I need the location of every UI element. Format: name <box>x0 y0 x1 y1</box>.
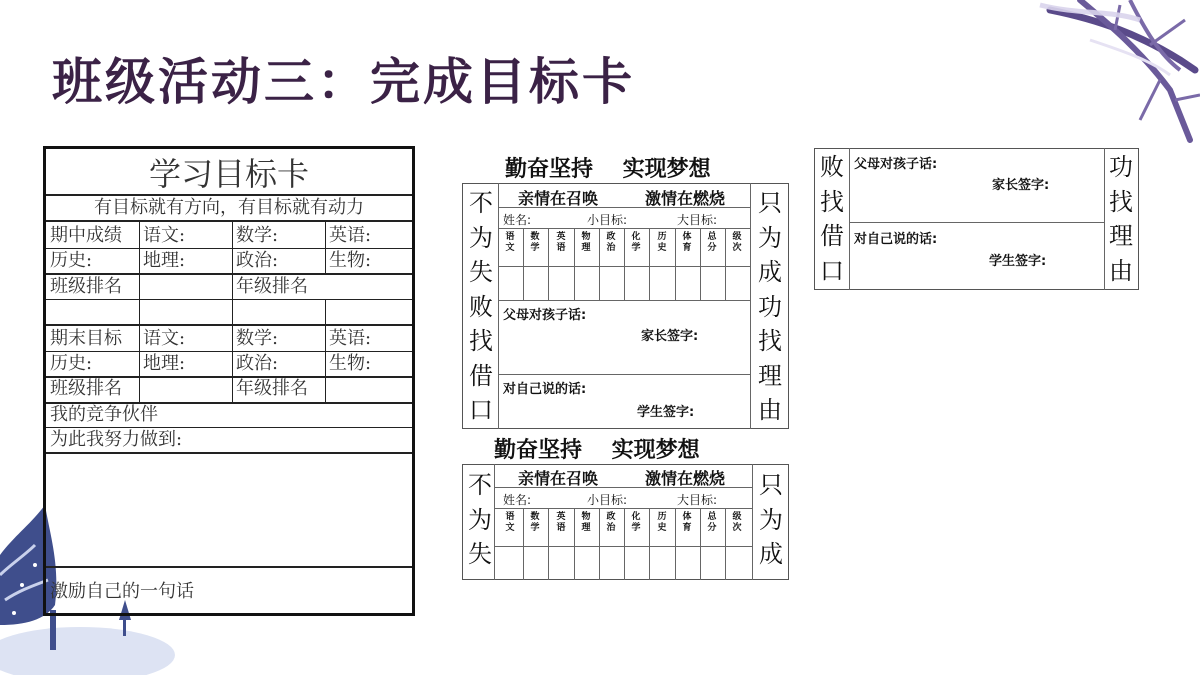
subject-rank: 级 次 <box>732 232 742 253</box>
final-math: 数学: <box>236 328 279 349</box>
final-biology: 生物: <box>329 353 372 374</box>
subject-chemistry: 化 学 <box>631 232 641 253</box>
motivation-label: 激励自己的一句话 <box>50 581 194 602</box>
midterm-history: 历史: <box>50 250 93 271</box>
subject-total-2: 总 分 <box>707 512 717 533</box>
passion-burning: 激情在燃烧 <box>645 189 726 208</box>
student-signature-3: 学生签字: <box>989 254 1047 269</box>
effort-label: 为此我努力做到: <box>50 429 183 450</box>
final-politics: 政治: <box>236 353 279 374</box>
family-calling: 亲情在召唤 <box>518 189 599 208</box>
parent-words-label-3: 父母对孩子话: <box>854 157 938 172</box>
subject-chinese: 语 文 <box>505 232 515 253</box>
subject-physics: 物 理 <box>581 232 591 253</box>
parent-signature: 家长签字: <box>641 329 699 344</box>
name-field: 姓名: <box>503 213 532 227</box>
subject-chinese-2: 语 文 <box>505 512 515 533</box>
card-title: 学习目标卡 <box>148 155 309 193</box>
midterm-label: 期中成绩 <box>50 225 122 246</box>
name-field-2: 姓名: <box>503 493 532 507</box>
subject-total: 总 分 <box>707 232 717 253</box>
rival-label: 我的竞争伙伴 <box>50 404 158 425</box>
big-goal-field-2: 大目标: <box>677 493 718 507</box>
left-vertical-slogan-2: 不 为 失 <box>468 471 492 568</box>
subject-politics-2: 政 治 <box>606 512 616 533</box>
small-goal-field: 小目标: <box>587 213 628 227</box>
subject-chemistry-2: 化 学 <box>631 512 641 533</box>
midterm-chinese: 语文: <box>143 225 186 246</box>
midterm-grade-rank: 年级排名 <box>236 276 308 297</box>
self-words-label: 对自己说的话: <box>503 382 587 397</box>
small-goal-field-2: 小目标: <box>587 493 628 507</box>
passion-burning-2: 激情在燃烧 <box>645 469 726 488</box>
subject-math-2: 数 学 <box>530 512 540 533</box>
subject-rank-2: 级 次 <box>732 512 742 533</box>
subject-pe: 体 育 <box>682 232 692 253</box>
midterm-english: 英语: <box>329 225 372 246</box>
tree-branch-decoration <box>1020 0 1200 160</box>
final-history: 历史: <box>50 353 93 374</box>
right-vertical-slogan: 只 为 成 功 找 理 由 <box>758 189 782 424</box>
right-vertical-slogan-3: 功 找 理 由 <box>1109 153 1133 285</box>
subject-history: 历 史 <box>657 232 667 253</box>
study-goal-card <box>43 146 415 616</box>
final-geography: 地理: <box>143 353 186 374</box>
self-words-label-3: 对自己说的话: <box>854 232 938 247</box>
left-vertical-slogan-3: 败 找 借 口 <box>820 153 844 285</box>
subject-math: 数 学 <box>530 232 540 253</box>
final-class-rank: 班级排名 <box>50 378 122 399</box>
card-motto: 有目标就有方向，有目标就有动力 <box>94 197 364 218</box>
parent-signature-3: 家长签字: <box>992 178 1050 193</box>
card-heading: 勤奋坚持 实现梦想 <box>505 157 711 182</box>
subject-politics: 政 治 <box>606 232 616 253</box>
subject-pe-2: 体 育 <box>682 512 692 533</box>
final-chinese: 语文: <box>143 328 186 349</box>
subject-history-2: 历 史 <box>657 512 667 533</box>
student-signature: 学生签字: <box>637 405 695 420</box>
slide-title: 班级活动三：完成目标卡 <box>52 53 635 111</box>
left-vertical-slogan: 不 为 失 败 找 借 口 <box>469 189 493 424</box>
midterm-biology: 生物: <box>329 250 372 271</box>
card-heading-2: 勤奋坚持 实现梦想 <box>494 438 700 463</box>
big-goal-field: 大目标: <box>677 213 718 227</box>
subject-english: 英 语 <box>556 232 566 253</box>
right-vertical-slogan-2: 只 为 成 <box>759 471 783 568</box>
final-goal-label: 期末目标 <box>50 328 122 349</box>
midterm-math: 数学: <box>236 225 279 246</box>
midterm-politics: 政治: <box>236 250 279 271</box>
subject-english-2: 英 语 <box>556 512 566 533</box>
midterm-class-rank: 班级排名 <box>50 276 122 297</box>
final-grade-rank: 年级排名 <box>236 378 308 399</box>
final-english: 英语: <box>329 328 372 349</box>
subject-physics-2: 物 理 <box>581 512 591 533</box>
parent-words-label: 父母对孩子话: <box>503 308 587 323</box>
family-calling-2: 亲情在召唤 <box>518 469 599 488</box>
midterm-geography: 地理: <box>143 250 186 271</box>
